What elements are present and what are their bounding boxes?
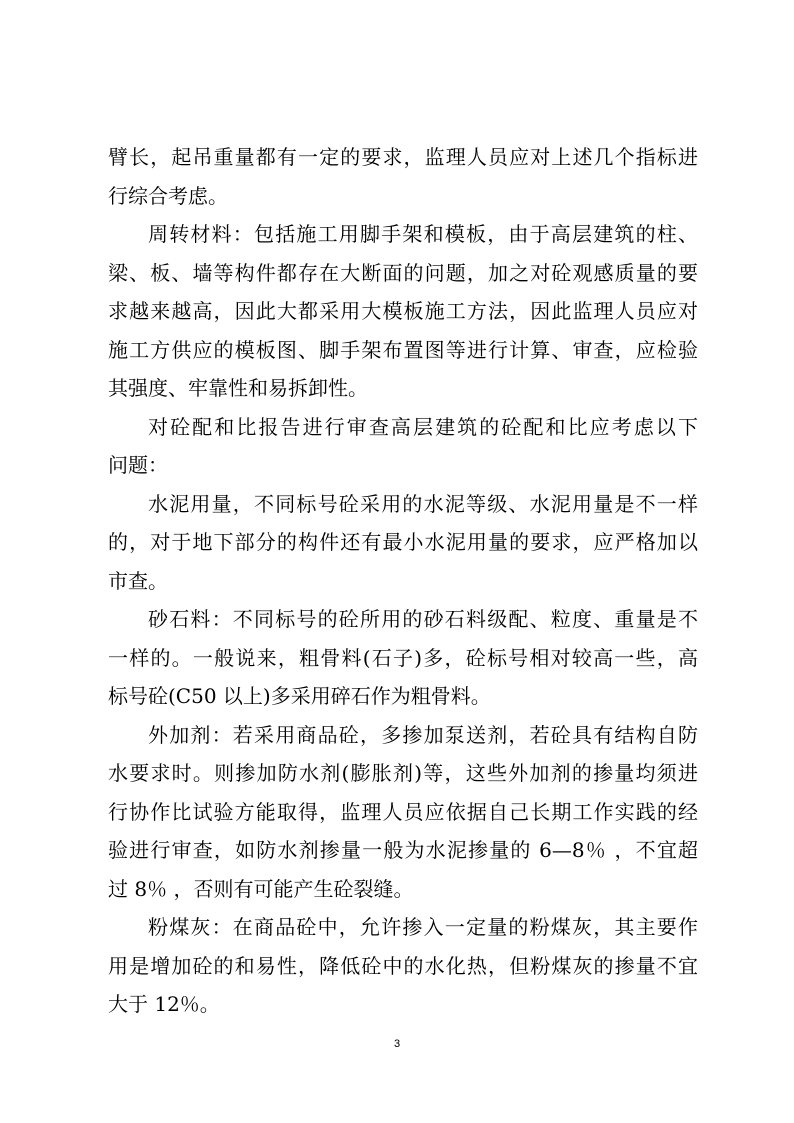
text-line: 一样的。一般说来，粗骨料(石子)多，砼标号相对较高一些，高 (108, 645, 698, 670)
text-line: 验进行审查，如防水剂掺量一般为水泥掺量的 6—8％ ，不宜超 (108, 838, 698, 862)
text-line: 粉煤灰：在商品砼中，允许掺入一定量的粉煤灰，其主要作 (148, 915, 698, 939)
text-line: 用是增加砼的和易性，降低砼中的水化热，但粉煤灰的掺量不宜 (108, 953, 698, 978)
text-line: 水要求时。则掺加防水剂(膨胀剂)等，这些外加剂的掺量均须进 (108, 761, 698, 785)
text-line: 标号砼(C50 以上)多采用碎石作为粗骨料。 (108, 684, 491, 708)
text-line: 行综合考虑。 (108, 183, 228, 208)
text-line: 求越来越高，因此大都采用大模板施工方法，因此监理人员应对 (108, 299, 698, 323)
text-line: 大于 12％。 (108, 992, 220, 1016)
text-line: 的，对于地下部分的构件还有最小水泥用量的要求，应严格加以 (108, 530, 698, 554)
text-line: 行协作比试验方能取得，监理人员应依据自己长期工作实践的经 (108, 799, 698, 824)
body-text (108, 138, 698, 1024)
text-line: 砂石料：不同标号的砼所用的砂石料级配、粒度、重量是不 (148, 607, 698, 631)
text-line: 过 8％ ，否则有可能产生砼裂缝。 (108, 876, 414, 901)
text-line: 问题： (108, 453, 168, 477)
text-line: 市查。 (108, 568, 168, 593)
text-line: 梁、板、墙等构件都存在大断面的问题，加之对砼观感质量的要 (108, 260, 698, 285)
text-line: 外加剂：若采用商品砼，多掺加泵送剂，若砼具有结构自防 (148, 722, 698, 747)
text-line: 周转材料：包括施工用脚手架和模板，由于高层建筑的柱、 (148, 222, 698, 246)
text-line: 施工方供应的模板图、脚手架布置图等进行计算、审查，应检验 (108, 337, 698, 362)
text-line: 对砼配和比报告进行审查高层建筑的砼配和比应考虑以下 (148, 414, 698, 439)
page-number: 3 (393, 1038, 401, 1050)
text-line: 水泥用量，不同标号砼采用的水泥等级、水泥用量是不一样 (148, 491, 698, 516)
text-line: 臂长，起吊重量都有一定的要求，监理人员应对上述几个指标进 (108, 145, 698, 169)
text-line: 其强度、牢靠性和易拆卸性。 (108, 376, 368, 400)
